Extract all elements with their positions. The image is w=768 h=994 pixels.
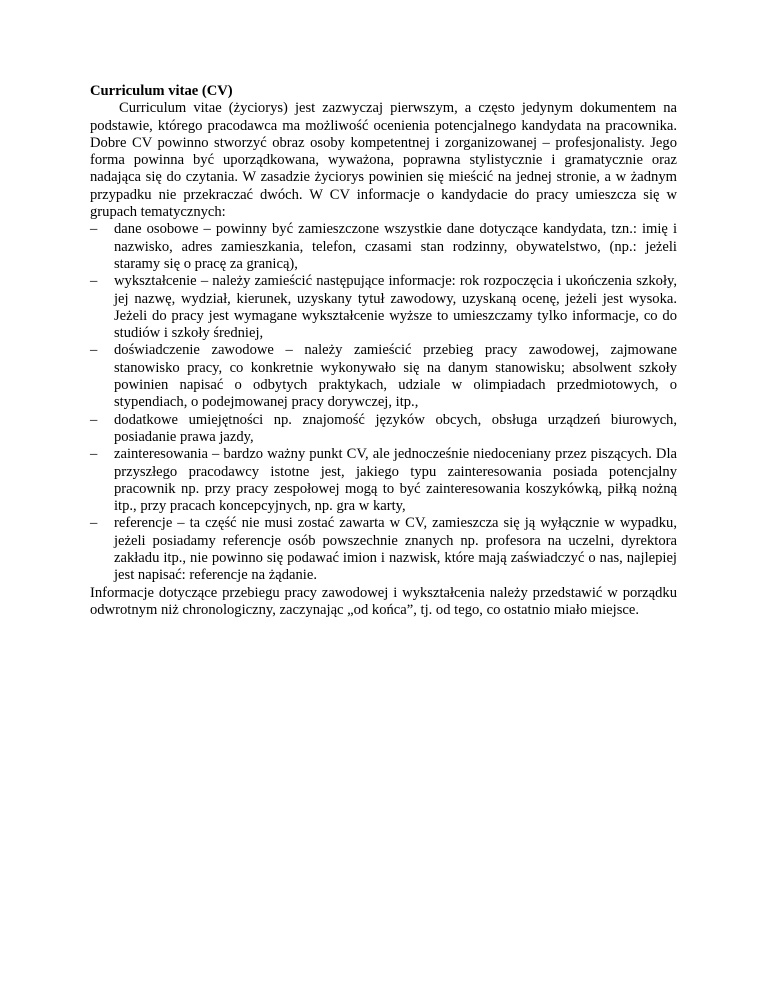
document-title: Curriculum vitae (CV) [90,83,233,99]
list-item-text: referencje – ta część nie musi zostać zawarta w CV, zamieszcza się ją wyłącznie w wypadku, jeżeli posiadamy referencje osób powszechnie znanych np. profesora na uczelni, dyrektora zakładu itp., nie powinno się podawać imion i nazwisk, które mają zaświadczyć o nas, najlepiej jest napisać: referencje na żądanie. [114,515,677,584]
dash-bullet-icon: – [90,221,98,238]
list-item [90,221,677,273]
list-item [90,515,677,584]
list-item [90,412,677,447]
list-item [90,273,677,342]
list-item [90,446,677,515]
dash-bullet-icon: – [90,411,98,428]
list-item-text: dodatkowe umiejętności np. znajomość języków obcych, obsługa urządzeń biurowych, posiadanie prawa jazdy, [114,411,677,445]
list-item-text: zainteresowania – bardzo ważny punkt CV, ale jednocześnie niedoceniany przez piszących. Dla przyszłego pracodawcy istotne jest, jakiego typu zainteresowania posiada potencjalny pracownik np. przy pracy zespołowej mogą to być zainteresowania koszykówką, piłką nożną itp., przy pracach koncepcyjnych, np. gra w karty, [114,446,677,515]
dash-bullet-icon: – [90,342,98,359]
list-item [90,342,677,411]
list-item-text: doświadczenie zawodowe – należy zamieścić przebieg pracy zawodowej, zajmowane stanowisko pracy, co konkretnie wykonywało się na danym stanowisku; absolwent szkoły powinien napisać o odbytych praktykach, udziale w olimpiadach przedmiotowych, o stypendiach, o podejmowanej pracy dorywczej, itp., [114,342,677,411]
document-page [90,83,677,619]
topic-list [90,221,677,584]
dash-bullet-icon: – [90,515,98,532]
closing-paragraph: Informacje dotyczące przebiegu pracy zawodowej i wykształcenia należy przedstawić w porządku odwrotnym niż chronologiczny, zaczynając „od końca”, tj. od tego, co ostatnio miało miejsce. [90,584,677,618]
intro-paragraph: Curriculum vitae (życiorys) jest zazwyczaj pierwszym, a często jedynym dokumentem na podstawie, którego pracodawca ma możliwość ocenienia potencjalnego kandydata na pracownika. Dobre CV powinno stworzyć obraz osoby kompetentnej i zorganizowanej – profesjonalisty. Jego forma powinna być uporządkowana, wyważona, poprawna stylistycznie i gramatycznie oraz nadająca się do czytania. W zasadzie życiorys powinien się mieścić na jednej stronie, a w żadnym przypadku nie przekraczać dwóch. W CV informacje o kandydacie do pracy umieszcza się w grupach tematycznych: [90,100,677,221]
list-item-text: wykształcenie – należy zamieścić następujące informacje: rok rozpoczęcia i ukończenia szkoły, jej nazwę, wydział, kierunek, uzyskany tytuł zawodowy, uzyskaną ocenę, jeżeli jest wysoka. Jeżeli do pracy jest wymagane wykształcenie wyższe to umieszczamy tylko informacje, co do studiów i szkoły średniej, [114,273,677,342]
dash-bullet-icon: – [90,446,98,463]
dash-bullet-icon: – [90,273,98,290]
list-item-text: dane osobowe – powinny być zamieszczone wszystkie dane dotyczące kandydata, tzn.: imię i nazwisko, adres zamieszkania, telefon, czasami stan rodzinny, obywatelstwo, (np.: jeżeli staramy się o pracę za granicą), [114,221,677,272]
